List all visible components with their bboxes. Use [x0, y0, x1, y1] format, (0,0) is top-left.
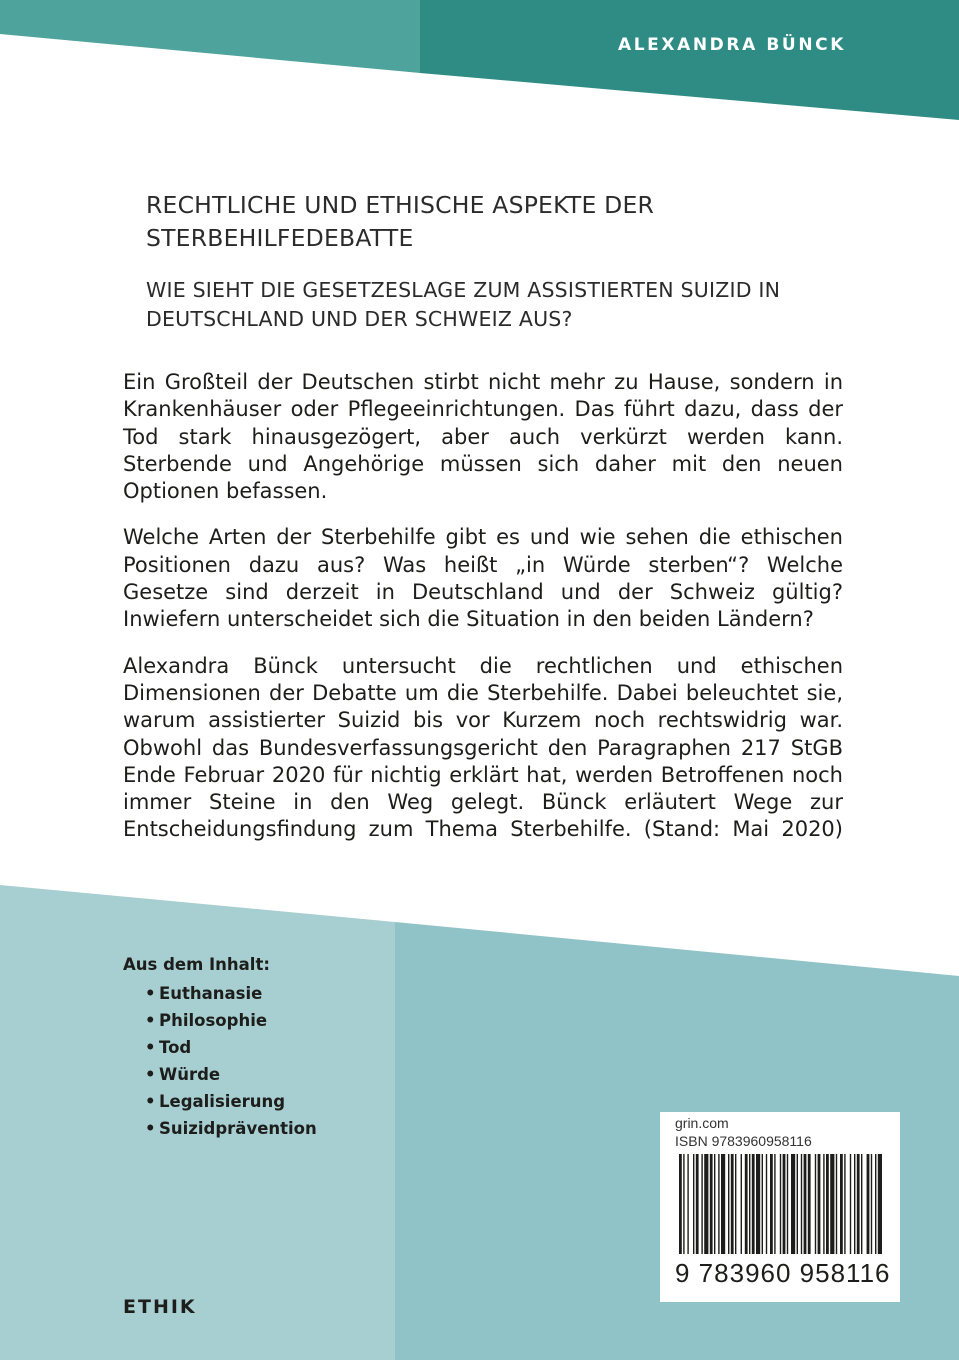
bullet-icon: • [145, 984, 156, 1003]
barcode-bar [801, 1154, 802, 1254]
category-label: ETHIK [123, 1296, 197, 1318]
barcode-bar [696, 1154, 699, 1254]
barcode-bar [787, 1154, 788, 1254]
bullet-icon: • [145, 1119, 156, 1138]
book-subtitle: WIE SIEHT DIE GESETZESLAGE ZUM ASSISTIERTEN SUIZID IN DEUTSCHLAND UND DER SCHWEIZ AUS? [146, 278, 781, 331]
barcode-bar [854, 1154, 855, 1254]
barcode-bar [826, 1154, 829, 1254]
contents-item: • Philosophie [159, 1007, 317, 1034]
barcode-bar [815, 1154, 816, 1254]
bullet-icon: • [145, 1065, 156, 1084]
contents-item: • Suizidprävention [159, 1115, 317, 1142]
barcode-bar [804, 1154, 807, 1254]
barcode-bar [861, 1154, 862, 1254]
blurb-paragraph-3: Alexandra Bünck untersucht die rechtlichen und ethischen Dimensionen der Debatte um die Sterbehilfe. Dabei beleuchtet sie, warum assistierter Suizid bis vor Kurzem noch rechtswidrig war. Obwohl das Bundesverfassungsgericht den Paragraphen 217 StGB Ende Februar 2020 für nichtig erklärt hat, werden Betroffenen noch immer Steine in den Weg gelegt. Bünck erläutert Wege zur Entscheidungsfindung zum Thema Sterbehilfe. (Stand: Mai 2020) [123, 653, 843, 842]
barcode-bar [770, 1154, 773, 1254]
barcode-bar [857, 1154, 860, 1254]
barcode-bar [875, 1154, 876, 1254]
barcode-bar [840, 1154, 843, 1254]
barcode-bar [844, 1154, 845, 1254]
contents-heading: Aus dem Inhalt: [123, 955, 270, 974]
barcode [675, 1154, 887, 1260]
barcode-bar [752, 1154, 755, 1254]
barcode-bar [683, 1154, 684, 1254]
header-band-dark [420, 0, 959, 120]
barcode-bar [780, 1154, 781, 1254]
barcode-bar [745, 1154, 748, 1254]
contents-item: • Tod [159, 1034, 317, 1061]
contents-list [123, 955, 317, 1142]
blurb-paragraph-2: Welche Arten der Sterbehilfe gibt es und wie sehen die ethischen Positionen dazu aus? Was heißt „in Würde sterben“? Welche Gesetze sind derzeit in Deutschland und der Schweiz gültig? Inwiefern unterscheidet sich die Situation in den beiden Ländern? [123, 525, 843, 632]
barcode-bar [731, 1154, 734, 1254]
barcode-bar [704, 1154, 708, 1254]
barcode-bar [774, 1154, 775, 1254]
barcode-bar [878, 1154, 882, 1254]
barcode-bar [728, 1154, 729, 1254]
contents-item: • Euthanasie [159, 980, 317, 1007]
barcode-bar [836, 1154, 837, 1254]
barcode-bar [735, 1154, 736, 1254]
barcode-bar [714, 1154, 715, 1254]
barcode-bar [791, 1154, 795, 1254]
bullet-icon: • [145, 1038, 156, 1057]
barcode-block [660, 1112, 900, 1302]
contents-item: • Legalisierung [159, 1088, 317, 1115]
barcode-bar [721, 1154, 725, 1254]
barcode-bar [762, 1154, 763, 1254]
barcode-bar [749, 1154, 750, 1254]
author-name: ALEXANDRA BÜNCK [617, 35, 846, 55]
blurb [123, 369, 843, 863]
bullet-icon: • [145, 1092, 156, 1111]
barcode-bar [710, 1154, 713, 1254]
bullet-icon: • [145, 1011, 156, 1030]
header-band-light [0, 0, 420, 73]
barcode-bar [693, 1154, 694, 1254]
barcode-bar [797, 1154, 798, 1254]
blurb-paragraph-1: Ein Großteil der Deutschen stirbt nicht mehr zu Hause, sondern in Krankenhäuser oder Pflegeeinrichtungen. Das führt dazu, dass der Tod stark hinausgezögert, aber auch verkürzt werden kann. Sterbende und Angehörige müssen sich daher mit den neuen Optionen befassen. [123, 370, 843, 504]
barcode-bar [701, 1154, 702, 1254]
publisher-url: grin.com [675, 1115, 729, 1131]
barcode-bar [867, 1154, 870, 1254]
barcode-bar [871, 1154, 872, 1254]
barcode-bar [766, 1154, 767, 1254]
barcode-digits: 9 783960 958116 [675, 1258, 891, 1288]
barcode-bar [808, 1154, 811, 1254]
barcode-bar [818, 1154, 821, 1254]
isbn-label: ISBN 9783960958116 [675, 1133, 812, 1149]
barcode-bar [741, 1154, 742, 1254]
barcode-bar [718, 1154, 719, 1254]
header-band [0, 0, 959, 120]
barcode-bar [830, 1154, 834, 1254]
barcode-bar [679, 1154, 682, 1254]
barcode-bar [756, 1154, 760, 1254]
contents-item: • Würde [159, 1061, 317, 1088]
book-title: RECHTLICHE UND ETHISCHE ASPEKTE DER STERBEHILFEDEBATTE [146, 191, 655, 252]
barcode-bar [850, 1154, 851, 1254]
barcode-bar [687, 1154, 688, 1254]
barcode-bar [823, 1154, 824, 1254]
title-block [146, 189, 846, 334]
barcode-bar [783, 1154, 786, 1254]
